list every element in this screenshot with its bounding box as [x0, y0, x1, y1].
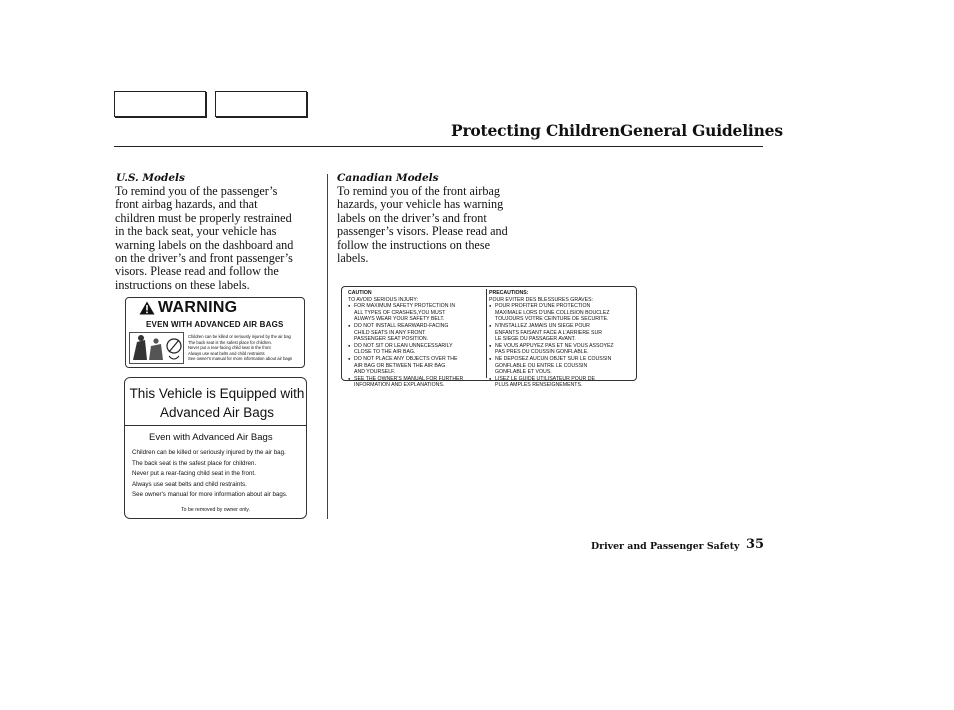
visor-label-item: Never put a rear-facing child seat in the front.	[132, 470, 256, 477]
visor-label-item: Always use seat belts and child restraints.	[132, 480, 247, 488]
warning-label-item: The back seat is the safest place for children.	[188, 339, 273, 345]
warning-label-subtitle: EVEN WITH ADVANCED AIR BAGS	[146, 320, 284, 329]
visor-label-note: To be removed by owner only.	[181, 507, 250, 513]
english-list	[348, 303, 483, 389]
page-number: 35	[746, 537, 765, 552]
visor-label-list	[132, 448, 288, 501]
footer-section-name: Driver and Passenger Safety	[591, 541, 740, 552]
canadian-models-paragraph: To remind you of the front airbag hazards, your vehicle has warning labels on the driver’s and front passenger’s visors. Please read and follow the instructions on these labels.	[337, 184, 508, 266]
warning-label-item: Always use seat belts and child restraints	[188, 350, 265, 356]
english-list-item: ● DO NOT INSTALL REARWARD-FACING CHILD SEATS IN ANY FRONT PASSENGER SEAT POSITION.	[348, 323, 483, 343]
visor-label-divider	[125, 425, 306, 426]
warning-label-item: Children can be killed or seriously injured by the air bag	[188, 334, 291, 339]
child-seat-pictogram-icon	[129, 332, 184, 364]
us-visor-label	[124, 377, 307, 519]
english-intro: TO AVOID SERIOUS INJURY:	[348, 296, 419, 303]
us-models-heading: U.S. Models	[116, 172, 185, 184]
warning-label-title: WARNING	[158, 299, 238, 316]
english-list-item: ● FOR MAXIMUM SAFETY PROTECTION IN ALL TYPES OF CRASHES,YOU MUST ALWAYS WEAR YOUR SAFETY BELT.	[348, 303, 483, 323]
french-list-item: ● POUR PROFITER D'UNE PROTECTION MAXIMALE LORS D'UNE COLLISION BOUCLEZ TOUJOURS VOTRE CEINTURE DE SECURITE.	[489, 303, 635, 323]
canadian-label-english	[348, 290, 483, 389]
us-dashboard-warning-label	[125, 297, 305, 368]
visor-label-item: The back seat is the safest place for children.	[132, 459, 257, 467]
french-list-item: ● NE DEPOSEZ AUCUN OBJET SUR LE COUSSIN GONFLABLE OU ENTRE LE COUSSIN GONFLABLE ET VOUS.	[489, 356, 635, 376]
visor-label-item: Children can be killed or seriously injured by the air bag.	[132, 449, 286, 456]
canadian-label-divider	[486, 289, 487, 378]
english-list-item: ● DO NOT PLACE ANY OBJECTS OVER THE AIR BAG OR BETWEEN THE AIR BAG AND YOURSELF.	[348, 356, 483, 376]
canadian-label-french	[489, 290, 635, 389]
english-list-item: ● SEE THE OWNER'S MANUAL FOR FURTHER INFORMATION AND EXPLANATIONS.	[348, 376, 483, 389]
french-list	[489, 303, 635, 389]
page-title-protecting-children: Protecting Children	[451, 121, 620, 140]
column-divider	[327, 174, 328, 519]
french-intro: POUR EVITER DES BLESSURES GRAVES:	[489, 296, 593, 303]
nav-tab-box-2[interactable]	[215, 91, 307, 117]
page-title-general-guidelines: General Guidelines	[620, 121, 783, 140]
visor-label-subtitle: Even with Advanced Air Bags	[149, 432, 273, 443]
french-caption: PRECAUTIONS:	[489, 290, 529, 296]
us-models-paragraph: To remind you of the passenger’s front airbag hazards, and that children must be properly restrained in the back seat, your vehicle has warning labels on the dashboard and on the driver’s and front passenger’s visors. Please read and follow the instructions on these labels.	[115, 184, 294, 292]
warning-label-list	[188, 334, 306, 362]
warning-label-item: See owner's manual for more information about air bags	[188, 356, 293, 362]
french-list-item: ● LISEZ LE GUIDE UTILISATEUR POUR DE PLUS AMPLES RENSEIGNEMENTS.	[489, 376, 635, 389]
canadian-models-heading: Canadian Models	[337, 172, 439, 184]
warning-label-item: Never put a rear-facing child seat in the front	[188, 345, 271, 351]
french-list-item: ● NE VOUS APPUYEZ PAS ET NE VOUS ASSOYEZ PAS PRES DU COUSSIN GONFLABLE.	[489, 343, 635, 356]
header-divider	[114, 146, 763, 147]
english-list-item: ● DO NOT SIT OR LEAN UNNECESSARILY CLOSE TO THE AIR BAG.	[348, 343, 483, 356]
english-caption: CAUTION	[348, 290, 372, 296]
canadian-visor-label	[341, 286, 637, 389]
nav-tab-box-1[interactable]	[114, 91, 206, 117]
french-list-item: ● N'INSTALLEZ JAMAIS UN SIEGE POUR ENFANTS FAISANT FACE A L'ARRIERE SUR LE SIEGE DU PASSAGER AVANT.	[489, 323, 635, 343]
visor-label-item: See owner's manual for more information about air bags.	[132, 491, 288, 498]
warning-triangle-icon	[139, 301, 155, 315]
visor-label-title: This Vehicle is Equipped with Advanced Air Bags	[129, 386, 305, 420]
